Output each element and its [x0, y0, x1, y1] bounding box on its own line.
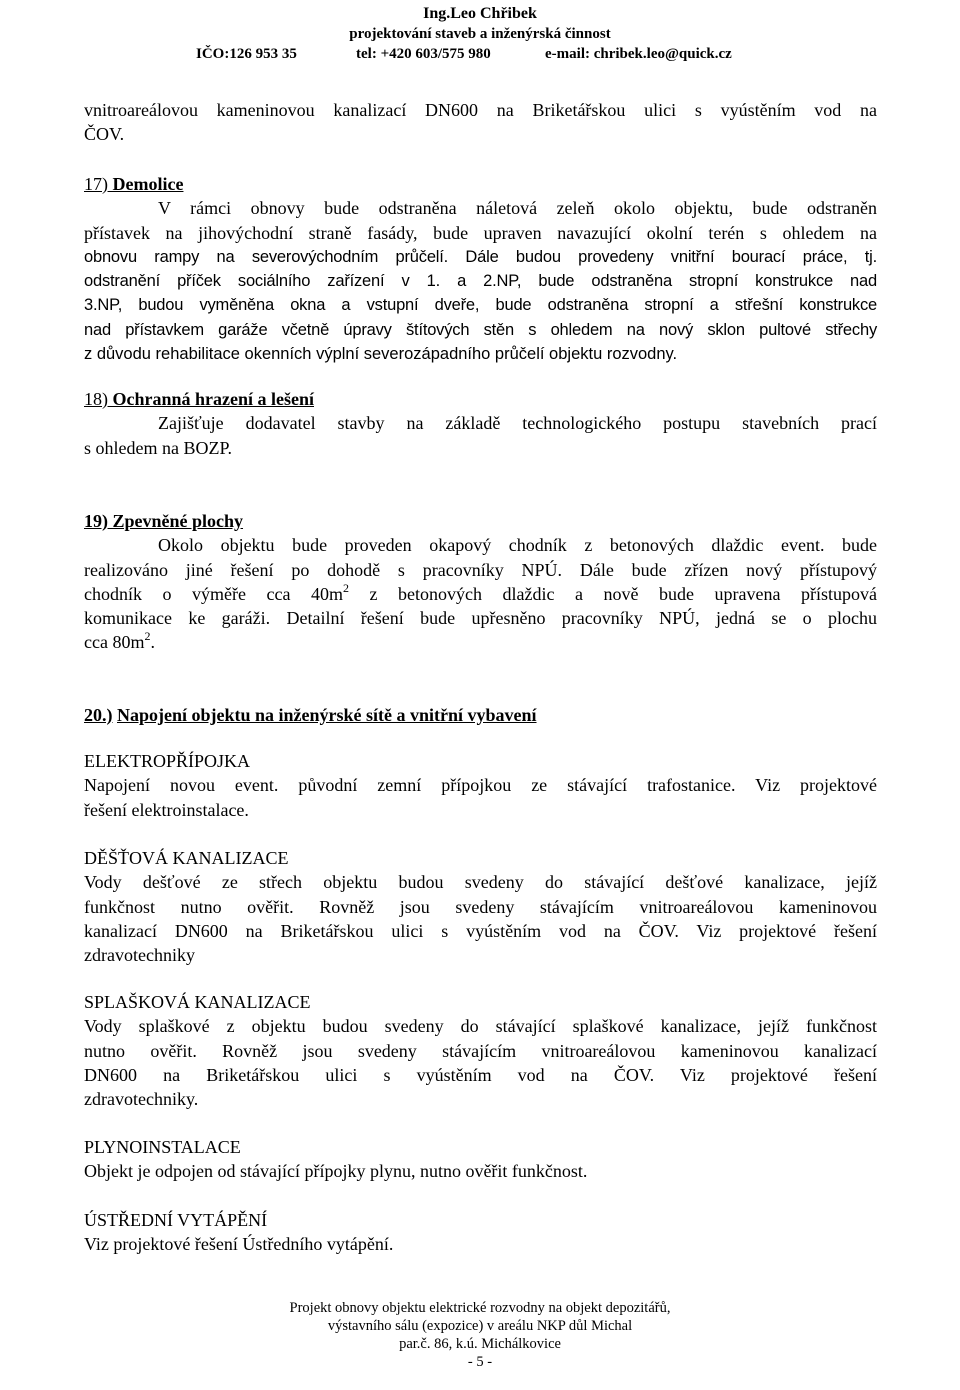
footer-parcel: par.č. 86, k.ú. Michálkovice [399, 1336, 561, 1352]
subsection-title: SPLAŠKOVÁ KANALIZACE [84, 992, 311, 1012]
author-profession: projektování staveb a inženýrská činnost [349, 26, 611, 42]
subsection-title: DĚŠŤOVÁ KANALIZACE [84, 848, 289, 868]
intro-paragraph: vnitroareálovou kameninovou kanalizací DN600 na Briketářskou ulici s vyústěním vod na ČOV. [84, 100, 877, 145]
section-heading: 18) Ochranná hrazení a lešení [84, 389, 314, 409]
subsection-splaskova-kanalizace: SPLAŠKOVÁ KANALIZACE Vody splaškové z objektu budou svedeny do stávající splaškové kanalizace, jejíž funkčnost nutno ověřit. Rovněž jsou svedeny stávajícím vnitroareálovou kameninovou kanalizací DN600 na Briketářskou ulici s vyústěním vod na ČOV. Viz projektové řešení zdravotechniky. [84, 992, 877, 1110]
subsection-elektropripojka: ELEKTROPŘÍPOJKA Napojení novou event. původní zemní přípojkou ze stávající trafostanice. Viz projektové řešení elektroinstalace. [84, 751, 877, 820]
section-19-zpevnene-plochy: 19) Zpevněné plochy Okolo objektu bude proveden okapový chodník z betonových dlaždic event. bude realizováno jiné řešení po dohodě s pracovníky NPÚ. Dále bude zřízen nový přístupový chodník o výměře cca $40m^2$ z betonových dlaždic a nově bude upravena přístupová komunikace ke garáži. Detailní řešení bude upřesněno pracovníky NPÚ, jedná se o plochu cca $80m^2$. [84, 511, 878, 653]
author-name: Ing.Leo Chřibek [423, 5, 537, 22]
subsection-ustredni-vytapeni: ÚSTŘEDNÍ VYTÁPĚNÍ Viz projektové řešení Ústředního vytápění. [84, 1208, 877, 1257]
subsection-title: PLYNOINSTALACE [84, 1137, 241, 1157]
subsection-title: ELEKTROPŘÍPOJKA [84, 751, 251, 771]
section-heading: 20.) Napojení objektu na inženýrské sítě a vnitřní vybavení [84, 705, 537, 725]
email-address: e-mail: chribek.leo@quick.cz [545, 46, 732, 62]
section-17-demolice: 17) Demolice V rámci obnovy bude odstraněna náletová zeleň okolo objektu, bude odstraněn přístavek na jihovýchodní straně fasády, bude upraven navazující okolní terén s ohledem na obnovu rampy na severovýchodním průčelí. Dále budou provedeny vnitřní bourací práce, tj. odstranění příček sociálního zařízení v 1. a 2.NP, bude odstraněna stropní konstrukce nad 3.NP, budou vyměněna okna a vstupní dveře, bude odstraněna stropní a střešní konstrukce nad přístavkem garáže včetně úpravy štítových stěn s ohledem na nový sklon pultové střechy z důvodu rehabilitace okenních výplní severozápadního průčelí objektu rozvodny. [84, 174, 877, 364]
footer-project-location: výstavního sálu (expozice) v areálu NKP důl Michal [327, 1318, 633, 1334]
subsection-plynoinstalace: PLYNOINSTALACE Objekt je odpojen od stávající přípojky plynu, nutno ověřit funkčnost. [84, 1135, 877, 1184]
footer-project-title: Projekt obnovy objektu elektrické rozvodny na objekt depozitářů, [289, 1300, 671, 1316]
section-heading: 19) Zpevněné plochy [84, 511, 244, 531]
telephone: tel: +420 603/575 980 [356, 46, 491, 62]
subsection-title: ÚSTŘEDNÍ VYTÁPĚNÍ [84, 1210, 268, 1230]
subsection-destova-kanalizace: DĚŠŤOVÁ KANALIZACE Vody dešťové ze střech objektu budou svedeny do stávající dešťové kanalizace, jejíž funkčnost nutno ověřit. Rovněž jsou svedeny stávajícím vnitroareálovou kameninovou kanalizací DN600 na Briketářskou ulici s vyústěním vod na ČOV. Viz projektové řešení zdravotechniky [84, 848, 877, 966]
section-20-napojeni [84, 703, 877, 727]
page-number: - 5 - [467, 1354, 493, 1370]
section-heading: 17) Demolice [84, 174, 184, 194]
section-18-ochranna-hrazeni: 18) Ochranná hrazení a lešení Zajišťuje dodavatel stavby na základě technologického postupu stavebních prací s ohledem na BOZP. [84, 389, 877, 458]
ico-number: IČO:126 953 35 [196, 46, 297, 62]
